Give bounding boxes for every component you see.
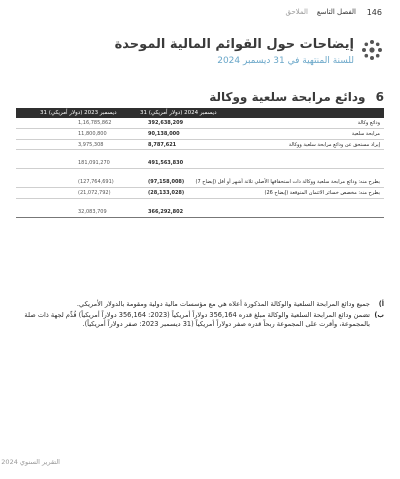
- breadcrumb-section[interactable]: الملاحق: [285, 8, 308, 16]
- row-label: إيراد مستحق عن ودائع مرابحة سلعية ووكالة: [288, 141, 380, 148]
- cell-2023: (127,764,691): [78, 179, 114, 186]
- note-marker: أ): [378, 300, 384, 308]
- row-label: يطرح منه: مخصص خسائر الائتمان المتوقعة (إيضاح 26): [264, 189, 380, 196]
- cell-2023: 3,975,308: [78, 141, 104, 148]
- note-marker: ب): [374, 311, 384, 319]
- footer-report-title: التقرير السنوي 2024: [1, 458, 60, 466]
- col-header-2023: 31 ديسمبر 2023 (دولار أمريكي): [40, 110, 117, 116]
- table-row: [16, 188, 384, 199]
- cell-2023: 11,800,800: [78, 130, 107, 137]
- subtotal-2023: 181,091,270: [78, 160, 110, 167]
- total-2023: 32,083,709: [78, 208, 107, 215]
- page-number: 146: [366, 8, 382, 17]
- logo-icon: [360, 38, 384, 62]
- table-row: [16, 177, 384, 188]
- note-text: تضمن ودائع المرابحة السلعية والوكالة مبلغ قدره 356,164 دولاراً أمريكياً (2023: 356,164 دولاراً أمريكياً) قُدِّم لجهة ذات صلة بالمجموعة، وأقرت على المجموعة ربحاً قدره صفر دولاراً أمريكياً (31 ديسمبر 2023: صفر دولاراً أمريكياً).: [24, 311, 370, 328]
- notes-list: [16, 300, 384, 331]
- top-bar: [0, 8, 400, 22]
- note-number: 6: [375, 90, 384, 104]
- cell-2023: 1,16,785,862: [78, 120, 112, 126]
- table-row: [16, 140, 384, 151]
- cell-2024: 8,787,621: [148, 141, 177, 148]
- deposits-table: [16, 108, 384, 218]
- table-row: [16, 118, 384, 129]
- page-subtitle: للسنة المنتهية في 31 ديسمبر 2024: [217, 56, 354, 66]
- table-row: [16, 129, 384, 140]
- table-header: [16, 108, 384, 118]
- row-label: ودائع وكالة: [357, 120, 380, 126]
- subtotal-row: [16, 158, 384, 169]
- note-item: [16, 300, 384, 309]
- row-label: يطرح منه: ودائع مرابحة سلعية ووكالة ذات استحقاقها الأصلي ثلاثة أشهر أو أقل (إيضاح 7): [195, 179, 380, 186]
- breadcrumb-chapter[interactable]: الفصل التاسع: [316, 8, 356, 16]
- total-2024: 366,292,802: [148, 208, 184, 215]
- note-heading: [209, 90, 384, 104]
- note-text: جميع ودائع المرابحة السلعية والوكالة المذكورة أعلاه هي مع مؤسسات مالية دولية ومقومة بالدولار الأمريكي.: [76, 300, 370, 308]
- cell-2024: 90,138,000: [148, 130, 180, 137]
- cell-2023: (21,072,792): [78, 189, 111, 196]
- cell-2024: (28,133,028): [148, 189, 185, 196]
- cell-2024: (97,158,008): [148, 179, 185, 186]
- subtotal-2024: 491,563,830: [148, 160, 184, 167]
- col-header-2024: 31 ديسمبر 2024 (دولار أمريكي): [140, 110, 217, 116]
- cell-2024: 392,638,209: [148, 120, 184, 126]
- page-title: إيضاحات حول القوائم المالية الموحدة: [114, 37, 354, 52]
- note-title: ودائع مرابحة سلعية ووكالة: [209, 90, 366, 104]
- total-row: [16, 207, 384, 218]
- note-item: [16, 311, 384, 329]
- row-label: مرابحة سلعية: [351, 130, 380, 137]
